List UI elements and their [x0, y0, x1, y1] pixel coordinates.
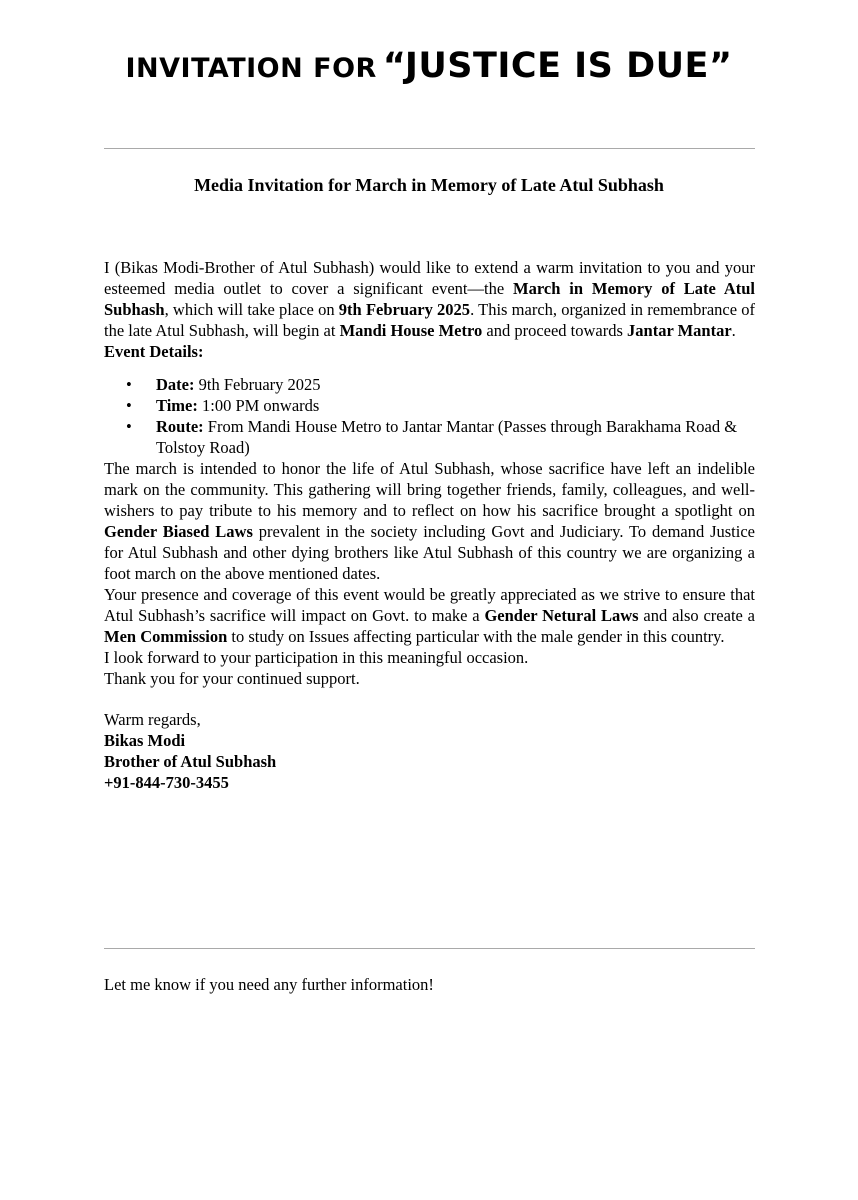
event-detail-time: [104, 395, 755, 416]
title-prefix: INVITATION FOR: [125, 53, 377, 84]
signature-phone-text: +91-844-730-3455: [104, 773, 229, 792]
detail-label: Route:: [156, 417, 204, 436]
signature-closing: Warm regards,: [104, 710, 201, 729]
coverage-paragraph: [104, 584, 755, 647]
event-details-heading: [104, 341, 755, 362]
event-detail-route: [104, 416, 755, 458]
bullet-icon: •: [126, 396, 132, 415]
event-details-heading-text: Event Details:: [104, 342, 204, 361]
intro-paragraph: [104, 257, 755, 341]
participation-paragraph: I look forward to your participation in this meaningful occasion.: [104, 648, 529, 667]
purpose-paragraph: [104, 458, 755, 584]
signature-name-text: Bikas Modi: [104, 731, 186, 750]
event-details-list: [104, 374, 755, 458]
intro-start-location: Mandi House Metro: [339, 321, 483, 340]
bullet-icon: •: [126, 417, 132, 436]
detail-value: 1:00 PM onwards: [197, 396, 320, 415]
title-main: “JUSTICE IS DUE”: [382, 46, 733, 86]
intro-date: 9th February 2025: [338, 300, 471, 319]
footer-note: Let me know if you need any further information!: [104, 975, 434, 994]
letter-body: [104, 257, 755, 793]
signature-name: [104, 730, 755, 751]
intro-text-5: .: [731, 321, 736, 340]
signature-relation-text: Brother of Atul Subhash: [104, 752, 277, 771]
event-detail-date: [104, 374, 755, 395]
signature-relation: [104, 751, 755, 772]
coverage-highlight-2: Men Commission: [104, 627, 228, 646]
intro-end-location: Jantar Mantar: [627, 321, 732, 340]
purpose-text-1: The march is intended to honor the life of Atul Subhash, whose sacrifice have left an indelible mark on the community. This gathering will bring together friends, family, colleagues, and well-wishers to pay tribute to his memory and to reflect on how his sacrifice brought a spotlight on: [104, 459, 755, 520]
coverage-text-1: Your presence and coverage of this event would be greatly appreciated as we strive to ensure that Atul Subhash’s sacrifice will impact on Govt. to make a: [104, 585, 755, 625]
purpose-text-2: prevalent in the society including Govt and Judiciary. To demand Justice for Atul Subhash and other dying brothers like Atul Subhash of this country we are organizing a foot march on the above mentioned dates.: [104, 522, 755, 583]
intro-text-4: and proceed towards: [482, 321, 628, 340]
intro-text-2: , which will take place on: [164, 300, 339, 319]
signature-phone: [104, 772, 755, 793]
top-divider: [104, 148, 755, 149]
subtitle: Media Invitation for March in Memory of Late Atul Subhash: [194, 175, 664, 195]
thanks-paragraph: Thank you for your continued support.: [104, 669, 360, 688]
intro-text-3: . This march, organized in remembrance of the late Atul Subhash, will begin at: [104, 300, 755, 340]
detail-value: 9th February 2025: [194, 375, 321, 394]
signature-block: [104, 709, 755, 793]
bullet-icon: •: [126, 375, 132, 394]
coverage-highlight-1: Gender Netural Laws: [484, 606, 639, 625]
detail-label: Date:: [156, 375, 195, 394]
purpose-highlight: Gender Biased Laws: [104, 522, 253, 541]
document-title: [0, 46, 858, 86]
coverage-text-2: and also create a: [638, 606, 755, 625]
intro-text-1: I (Bikas Modi-Brother of Atul Subhash) would like to extend a warm invitation to you and your esteemed media outlet to cover a significant event—the: [104, 258, 755, 298]
bottom-divider: [104, 948, 755, 949]
coverage-text-3: to study on Issues affecting particular with the male gender in this country.: [227, 627, 725, 646]
intro-event-name: March in Memory of Late Atul Subhash: [104, 279, 755, 319]
detail-label: Time:: [156, 396, 198, 415]
detail-value: From Mandi House Metro to Jantar Mantar (Passes through Barakhama Road & Tolstoy Road): [156, 417, 738, 457]
